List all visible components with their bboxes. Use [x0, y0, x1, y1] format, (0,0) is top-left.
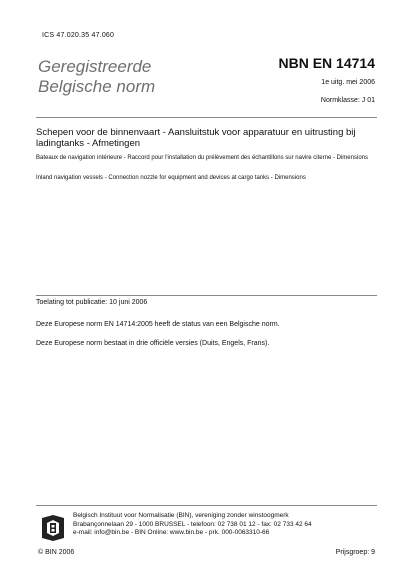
publication-approval: Toelating tot publicatie: 10 juni 2006	[36, 299, 148, 306]
divider-top	[36, 117, 377, 118]
title-english: Inland navigation vessels - Connection nozzle for equipment and devices at cargo tanks - Dimensions	[36, 175, 306, 181]
ics-codes: ICS 47.020.35 47.060	[42, 32, 115, 39]
institute-line-3: e-mail: info@bin.be - BIN Online: www.bin.be - prk. 000-0063310-66	[73, 529, 270, 536]
title-french: Bateaux de navigation intérieure - Raccord pour l'installation du prélèvement des échantillons sur navire citerne - Dimensions	[36, 155, 368, 161]
divider-bottom	[36, 505, 377, 506]
institute-line-1: Belgisch Instituut voor Normalisatie (BIN), vereniging zonder winstoogmerk	[73, 512, 289, 519]
price-group: Prijsgroep: 9	[335, 549, 375, 556]
title-dutch: Schepen voor de binnenvaart - Aansluitstuk voor apparatuur en uitrusting bij ladingtanks - Afmetingen	[36, 127, 356, 149]
versions-statement: Deze Europese norm bestaat in drie officiële versies (Duits, Engels, Frans).	[36, 340, 270, 347]
classification-number: Normklasse: J 01	[320, 97, 375, 104]
edition-date: 1e uitg. mei 2006	[321, 79, 375, 86]
institute-address	[73, 512, 312, 538]
standard-number: NBN EN 14714	[278, 55, 375, 71]
institute-line-2: Brabançonnelaan 29 - 1000 BRUSSEL - telefoon: 02 738 01 12 - fax: 02 733 42 64	[73, 520, 312, 528]
copyright-notice: © BIN 2006	[38, 549, 75, 556]
status-statement: Deze Europese norm EN 14714:2005 heeft de status van een Belgische norm.	[36, 321, 280, 328]
brand-line-2: Belgische norm	[38, 77, 156, 96]
registered-standard-label	[38, 57, 155, 97]
divider-middle	[36, 295, 377, 296]
bin-logo-icon	[40, 514, 66, 542]
brand-line-1: Geregistreerde	[38, 57, 152, 76]
